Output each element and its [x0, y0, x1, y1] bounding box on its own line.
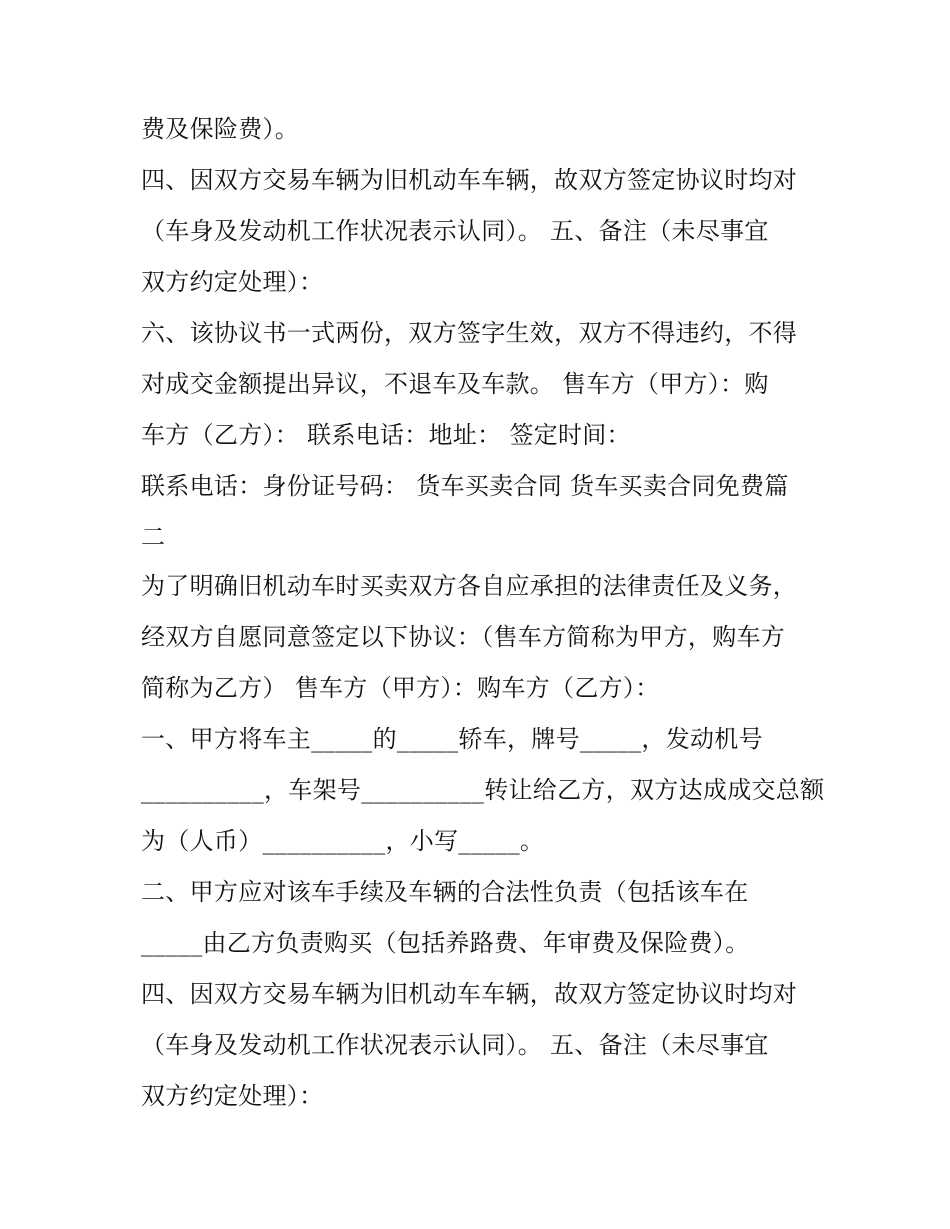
text-line: （车身及发动机工作状况表示认同）。 五、备注（未尽事宜 — [141, 1031, 769, 1059]
text-line: 为了明确旧机动车时买卖双方各自应承担的法律责任及义务， — [141, 572, 798, 600]
text-line: 车方（乙方）： 联系电话：地址： 签定时间： — [141, 421, 631, 449]
text-line: 为（人币）__________，小写_____。 — [141, 827, 545, 855]
text-line: 费及保险费）。 — [141, 115, 300, 143]
text-line: 六、该协议书一式两份，双方签字生效，双方不得违约，不得 — [141, 319, 798, 347]
text-line: 二、甲方应对该车手续及车辆的合法性负责（包括该车在 — [141, 878, 749, 906]
text-line: 双方约定处理）： — [141, 268, 324, 296]
text-line: __________，车架号__________转让给乙方，双方达成成交总额 — [141, 776, 825, 804]
text-line: 对成交金额提出异议，不退车及车款。 售车方（甲方）：购 — [141, 370, 769, 398]
text-line: 四、因双方交易车辆为旧机动车车辆，故双方签定协议时均对 — [141, 980, 798, 1008]
text-line: 二 — [141, 523, 166, 551]
text-line: 双方约定处理）： — [141, 1082, 324, 1110]
text-line: 一、甲方将车主_____的_____轿车，牌号_____，发动机号 — [141, 725, 763, 753]
text-line: 联系电话：身份证号码： 货车买卖合同 货车买卖合同免费篇 — [141, 472, 789, 500]
text-line: 简称为乙方） 售车方（甲方）：购车方（乙方）： — [141, 674, 660, 702]
text-line: _____由乙方负责购买（包括养路费、年审费及保险费）。 — [141, 929, 750, 957]
text-line: （车身及发动机工作状况表示认同）。 五、备注（未尽事宜 — [141, 217, 769, 245]
text-line: 四、因双方交易车辆为旧机动车车辆，故双方签定协议时均对 — [141, 166, 798, 194]
text-line: 经双方自愿同意签定以下协议：（售车方简称为甲方，购车方 — [141, 623, 786, 651]
